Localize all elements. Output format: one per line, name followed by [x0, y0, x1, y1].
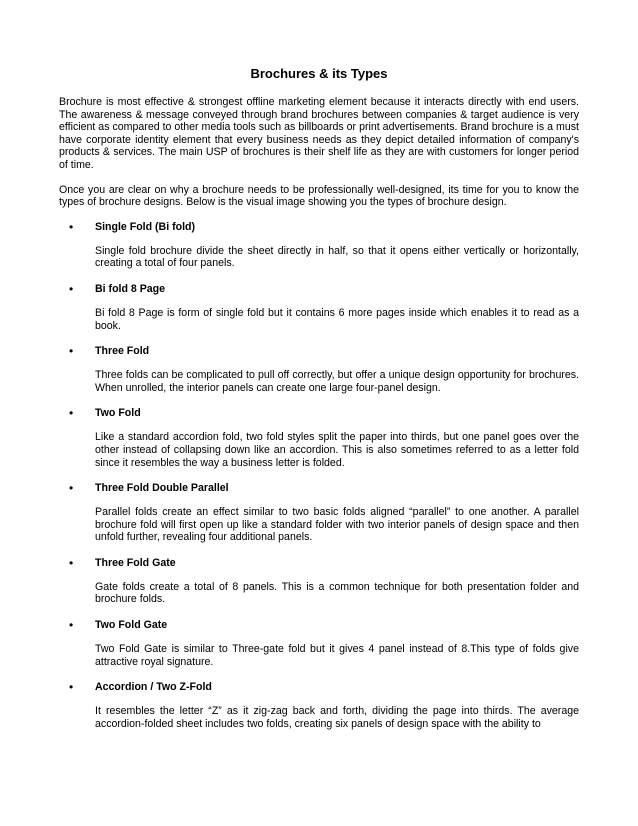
bullet-icon: • [69, 555, 74, 570]
list-item [59, 557, 579, 606]
item-title: Three Fold Gate [95, 556, 176, 569]
item-title: Single Fold (Bi fold) [95, 220, 196, 233]
list-item [59, 283, 579, 332]
document-title: Brochures & its Types [250, 66, 388, 81]
list-item [59, 221, 579, 270]
item-title: Two Fold Gate [95, 619, 168, 632]
item-description: Bi fold 8 Page is form of single fold but it contains 6 more pages inside which enables it to read as a book. [95, 306, 579, 332]
bullet-icon: • [69, 406, 74, 421]
list-item [59, 619, 579, 668]
bullet-icon: • [69, 481, 74, 496]
brochure-types-list [59, 221, 579, 731]
list-item [59, 681, 579, 730]
bullet-icon: • [69, 680, 74, 695]
item-description: It resembles the letter “Z” as it zig-zag back and forth, dividing the page into thirds. The average accordion-folded sheet includes two folds, creating six panels of design space with the ability to [95, 705, 579, 730]
list-item [59, 345, 579, 394]
item-title: Bi fold 8 Page [95, 282, 166, 295]
item-description: Like a standard accordion fold, two fold styles split the paper into thirds, but one panel goes over the other instead of collapsing down like an accordion. This is also sometimes referred to as a letter fold since it resembles the way a business letter is folded. [95, 431, 579, 469]
document-page [59, 66, 579, 743]
intro-paragraph: Brochure is most effective & strongest offline marketing element because it interacts directly with end users. The awareness & message conveyed through brand brochures between companies & target audience is very efficient as compared to other media tools such as billboards or print advertisements. Brand brochure is a must have corporate identity element that every business needs as they depict detailed information of company's products & services. The main USP of brochures is their shelf life as they are with customers for longer period of time. [59, 96, 579, 171]
item-title: Three Fold [95, 345, 150, 358]
item-description: Three folds can be complicated to pull off correctly, but offer a unique design opportunity for brochures. When unrolled, the interior panels can create one large four-panel design. [95, 369, 579, 394]
list-item [59, 482, 579, 544]
item-title: Three Fold Double Parallel [95, 482, 229, 495]
bullet-icon: • [69, 281, 74, 296]
item-description: Single fold brochure divide the sheet directly in half, so that it opens either vertically or horizontally, creating a total of four panels. [95, 244, 579, 270]
list-item [59, 407, 579, 469]
intro-paragraph: Once you are clear on why a brochure needs to be professionally well-designed, its time for you to know the types of brochure designs. Below is the visual image showing you the types of brochure design. [59, 183, 579, 209]
item-title: Two Fold [95, 407, 141, 420]
item-description: Two Fold Gate is similar to Three-gate fold but it gives 4 panel instead of 8.This type of folds give attractive royal signature. [95, 643, 579, 668]
bullet-icon: • [69, 344, 74, 359]
item-title: Accordion / Two Z-Fold [95, 681, 212, 694]
bullet-icon: • [69, 219, 74, 234]
item-description: Gate folds create a total of 8 panels. This is a common technique for both presentation folder and brochure folds. [95, 580, 579, 606]
item-description: Parallel folds create an effect similar to two basic folds aligned “parallel” to one another. A parallel brochure fold will first open up like a standard folder with two interior panels of design space and then unfold further, revealing four additional panels. [95, 506, 579, 544]
bullet-icon: • [69, 618, 74, 633]
